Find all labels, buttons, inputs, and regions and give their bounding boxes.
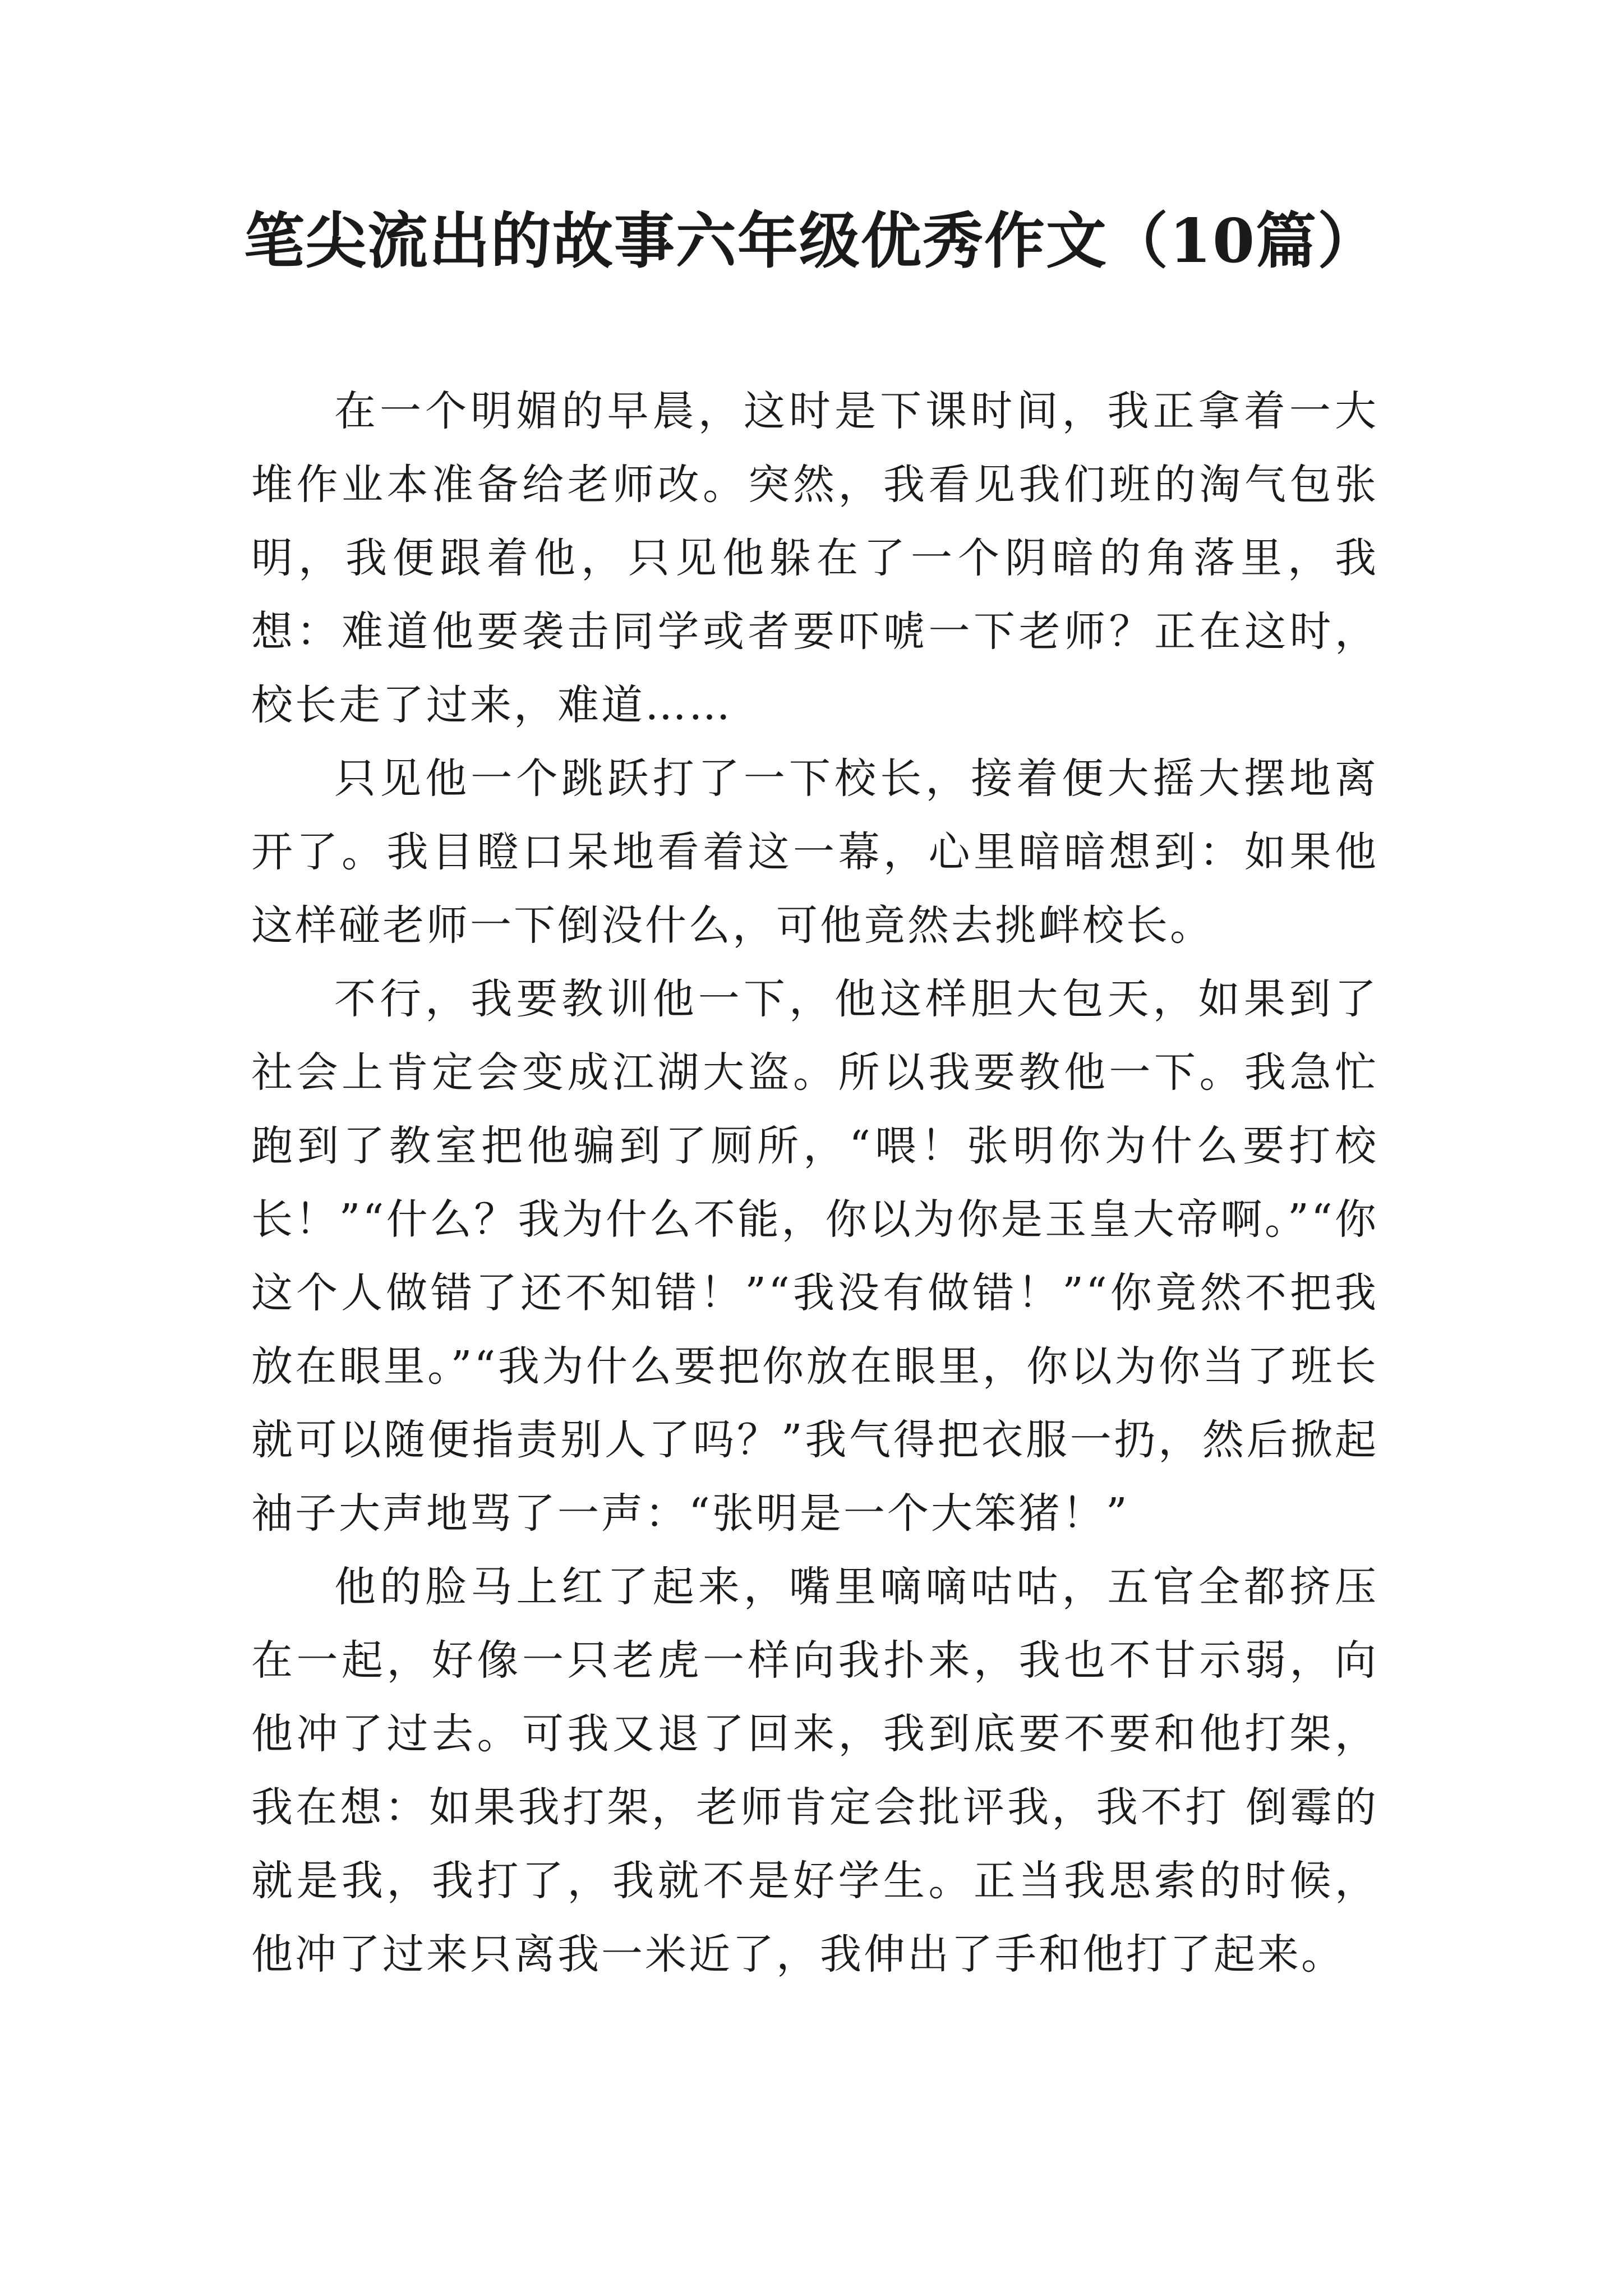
document-body: [251, 375, 1378, 1991]
document-title: 笔尖流出的故事六年级优秀作文（10篇）: [243, 206, 1380, 277]
paragraph-1: 在一个明媚的早晨，这时是下课时间，我正拿着一大堆作业本准备给老师改。突然，我看见我们班的淘气包张明，我便跟着他，只见他躲在了一个阴暗的角落里，我想：难道他要袭击同学或者要吓唬一下老师？正在这时，校长走了过来，难道……: [251, 387, 1378, 729]
paragraph-3: 不行，我要教训他一下，他这样胆大包天，如果到了社会上肯定会变成江湖大盗。所以我要教他一下。我急忙跑到了教室把他骗到了厕所，“喂！张明你为什么要打校长！”“什么？我为什么不能，你以为你是玉皇大帝啊。”“你这个人做错了还不知错！”“我没有做错！”“你竟然不把我放在眼里。”“我为什么要把你放在眼里，你以为你当了班长就可以随便指责别人了吗？”我气得把衣服一扔，然后掀起袖子大声地骂了一声：“张明是一个大笨猪！”: [251, 975, 1378, 1538]
paragraph-2: 只见他一个跳跃打了一下校长，接着便大摇大摆地离开了。我目瞪口呆地看着这一幕，心里暗暗想到：如果他这样碰老师一下倒没什么，可他竟然去挑衅校长。: [251, 754, 1378, 950]
paragraph-4: 他的脸马上红了起来，嘴里嘀嘀咕咕，五官全都挤压在一起，好像一只老虎一样向我扑来，我也不甘示弱，向他冲了过去。可我又退了回来，我到底要不要和他打架，我在想：如果我打架，老师肯定会批评我，我不打 倒霉的就是我，我打了，我就不是好学生。正当我思索的时候，他冲了过来只离我一米近了，我伸出了手和他打了起来。: [251, 1563, 1378, 1978]
